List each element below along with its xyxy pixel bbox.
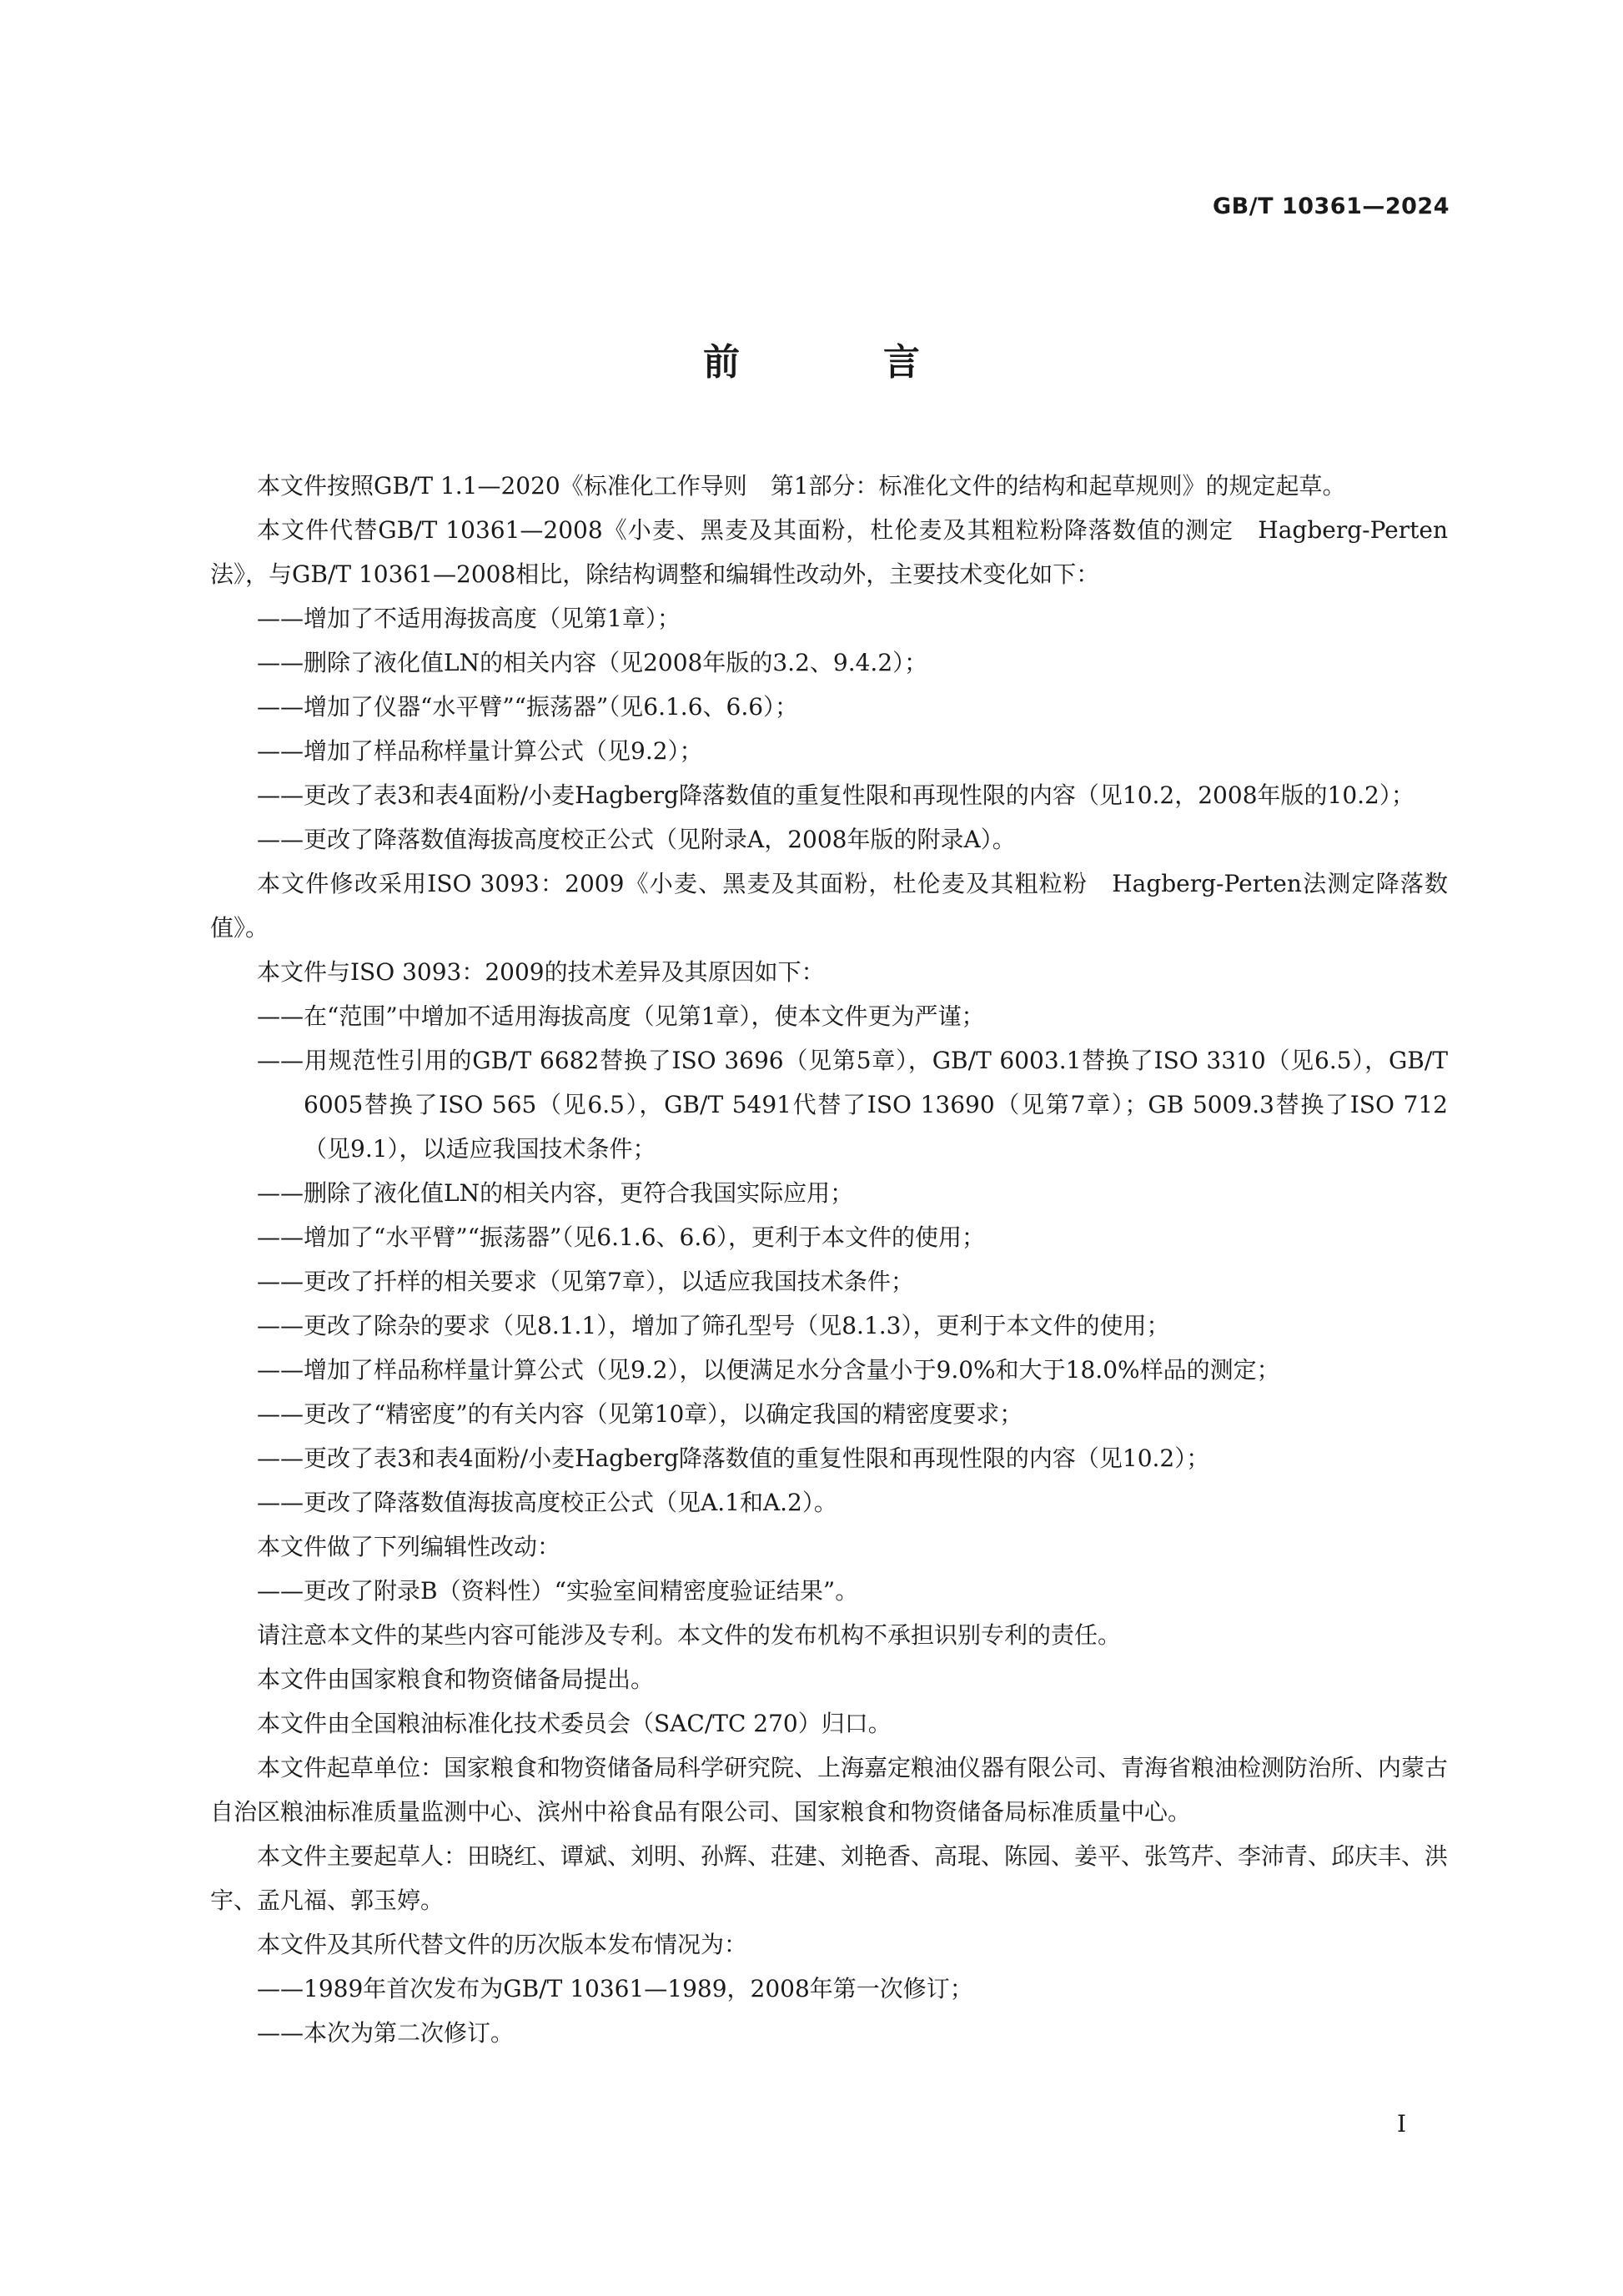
list-item: ——增加了不适用海拔高度（见第1章）； (257, 605, 681, 632)
paragraph-patent-notice: 请注意本文件的某些内容可能涉及专利。本文件的发布机构不承担识别专利的责任。 (257, 1621, 1122, 1649)
list-item: ——更改了降落数值海拔高度校正公式（见附录A，2008年版的附录A）。 (257, 826, 1016, 853)
list-item: ——更改了除杂的要求（见8.1.1），增加了筛孔型号（见8.1.3），更利于本文件的使用； (257, 1312, 1170, 1339)
paragraph-differences-intro: 本文件与ISO 3093：2009的技术差异及其原因如下： (257, 958, 825, 986)
paragraph-proposer: 本文件由国家粮食和物资储备局提出。 (257, 1665, 655, 1693)
page-title: 前 言 (703, 341, 973, 384)
document-code: GB/T 10361—2024 (1213, 193, 1450, 219)
list-item: ——用规范性引用的GB/T 6682替换了ISO 3696（见第5章），GB/T 6003.1替换了ISO 3310（见6.5），GB/T 6005替换了ISO 565（见6.5），GB/T 5491代替了ISO 13690（见第7章）；GB 5009.3替换了ISO 712（见9.1），以适应我国技术条件； (257, 1047, 1448, 1163)
list-item: ——更改了表3和表4面粉/小麦Hagberg降落数值的重复性限和再现性限的内容（见10.2，2008年版的10.2）； (257, 781, 1414, 809)
list-item: ——删除了液化值LN的相关内容（见2008年版的3.2、9.4.2）； (257, 649, 928, 676)
paragraph-history-intro: 本文件及其所代替文件的历次版本发布情况为： (257, 1931, 748, 1958)
paragraph-drafters: 本文件主要起草人：田晓红、谭斌、刘明、孙辉、荘建、刘艳香、高琨、陈园、姜平、张笃芹、李沛青、邱庆丰、洪宇、孟凡福、郭玉婷。 (210, 1842, 1449, 1914)
list-item: ——更改了降落数值海拔高度校正公式（见A.1和A.2）。 (257, 1489, 837, 1516)
page-number: I (1396, 2110, 1406, 2138)
list-item: ——增加了仪器“水平臂”“振荡器”（见6.1.6、6.6）； (257, 693, 799, 721)
paragraph-committee: 本文件由全国粮油标准化技术委员会（SAC/TC 270）归口。 (257, 1710, 892, 1737)
list-item: ——更改了扦样的相关要求（见第7章），以适应我国技术条件； (257, 1268, 914, 1295)
list-item: ——增加了样品称样量计算公式（见9.2）； (257, 737, 703, 765)
list-item: ——增加了样品称样量计算公式（见9.2），以便满足水分含量小于9.0%和大于18.0%样品的测定； (257, 1356, 1280, 1384)
paragraph-editorial-intro: 本文件做了下列编辑性改动： (257, 1533, 561, 1560)
list-item: ——在“范围”中增加不适用海拔高度（见第1章），使本文件更为严谨； (257, 1002, 985, 1030)
list-item: ——1989年首次发布为GB/T 10361—1989，2008年第一次修订； (257, 1975, 973, 2002)
list-item: ——本次为第二次修订。 (257, 2019, 515, 2047)
preface-body (210, 464, 1448, 2055)
paragraph-drafting-rules: 本文件按照GB/T 1.1—2020《标准化工作导则 第1部分：标准化文件的结构和起草规则》的规定起草。 (257, 472, 1346, 500)
paragraph-iso-adoption: 本文件修改采用ISO 3093：2009《小麦、黑麦及其面粉，杜伦麦及其粗粒粉 Hagberg-Perten法测定降落数值》。 (210, 870, 1448, 942)
paragraph-replacement: 本文件代替GB/T 10361—2008《小麦、黑麦及其面粉，杜伦麦及其粗粒粉降落数值的测定 Hagberg-Perten法》，与GB/T 10361—2008相比，除结构调整和编辑性改动外，主要技术变化如下： (210, 516, 1448, 588)
list-item: ——更改了“精密度”的有关内容（见第10章），以确定我国的精密度要求； (257, 1400, 1023, 1428)
list-item: ——删除了液化值LN的相关内容，更符合我国实际应用； (257, 1179, 854, 1207)
paragraph-drafting-units: 本文件起草单位：国家粮食和物资储备局科学研究院、上海嘉定粮油仪器有限公司、青海省粮油检测防治所、内蒙古自治区粮油标准质量监测中心、滨州中裕食品有限公司、国家粮食和物资储备局标准质量中心。 (210, 1754, 1449, 1826)
list-item: ——更改了附录B（资料性）“实验室间精密度验证结果”。 (257, 1577, 859, 1605)
list-item: ——更改了表3和表4面粉/小麦Hagberg降落数值的重复性限和再现性限的内容（见10.2）； (257, 1444, 1210, 1472)
list-item: ——增加了“水平臂”“振荡器”（见6.1.6、6.6），更利于本文件的使用； (257, 1223, 986, 1251)
